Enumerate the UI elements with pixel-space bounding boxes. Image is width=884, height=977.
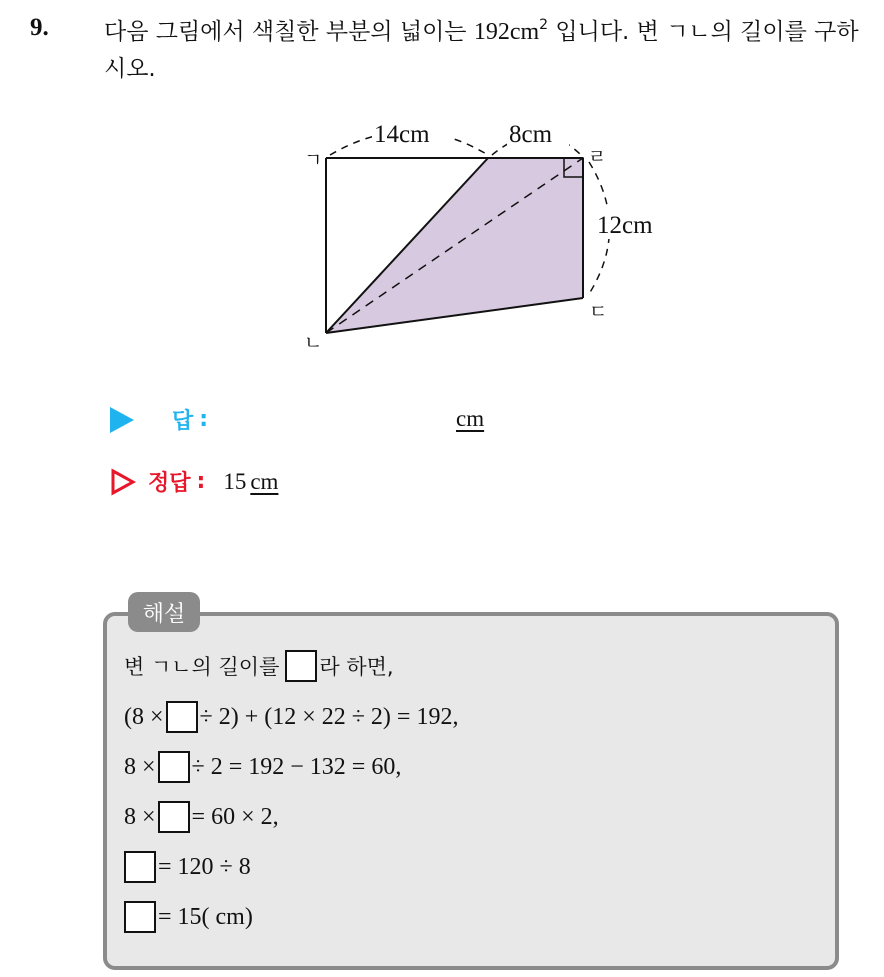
answer-row — [110, 404, 208, 435]
solution-tab: 해설 — [128, 592, 200, 632]
solution-line-5-b: = 120 ÷ 8 — [158, 853, 251, 880]
vertex-label-c: ㄷ — [589, 301, 608, 323]
blank-box — [285, 650, 317, 682]
vertex-label-a: ㄱ — [304, 149, 323, 171]
correct-answer-label: 정답 — [148, 471, 191, 496]
answer-label: 답 — [172, 409, 194, 434]
answer-blank-unit[interactable]: cm — [456, 406, 485, 431]
correct-answer-row — [110, 466, 278, 497]
solution-line-3-b: ÷ 2 = 192 − 132 = 60, — [191, 753, 402, 780]
question-text-part2: 입니다. 변 ㄱㄴ의 길이를 구하시오. — [104, 19, 859, 82]
label-8cm: 8cm — [509, 121, 553, 148]
correct-answer-colon: : — [196, 469, 206, 494]
outline-triangle-icon — [110, 468, 136, 496]
solution-line-4 — [124, 801, 279, 833]
solution-line-4-b: = 60 × 2, — [191, 803, 279, 830]
question-number: 9. — [30, 14, 49, 41]
solution-line-4-a: 8 × — [124, 803, 156, 830]
solution-line-6-b: = 15( cm) — [158, 903, 253, 930]
solution-line-3-a: 8 × — [124, 753, 156, 780]
label-12cm: 12cm — [597, 212, 653, 239]
blank-box — [124, 851, 156, 883]
blank-box — [158, 751, 190, 783]
solution-line-1 — [124, 650, 394, 682]
label-14cm: 14cm — [374, 121, 430, 148]
question-text-part1: 다음 그림에서 색칠한 부분의 넓이는 — [104, 19, 474, 45]
answer-colon: : — [199, 407, 209, 432]
solution-line-6 — [124, 901, 253, 933]
vertex-label-d: ㄹ — [588, 146, 607, 168]
solution-line-3 — [124, 751, 401, 783]
area-exponent: 2 — [539, 17, 549, 33]
correct-answer-value: 15 — [223, 468, 247, 494]
area-value: 192cm — [473, 19, 540, 45]
solution-line-2-a: (8 × — [124, 703, 164, 730]
blank-box — [166, 701, 198, 733]
play-triangle-icon — [110, 407, 134, 433]
solution-line-2 — [124, 701, 458, 733]
solution-line-1-b: 라 하면, — [319, 655, 394, 679]
correct-answer-unit: cm — [250, 468, 279, 494]
solution-line-2-b: ÷ 2) + (12 × 22 ÷ 2) = 192, — [199, 703, 459, 730]
blank-box — [124, 901, 156, 933]
solution-line-1-a: 변 ㄱㄴ의 길이를 — [124, 655, 280, 679]
vertex-label-b: ㄴ — [304, 332, 323, 354]
blank-box — [158, 801, 190, 833]
solution-line-5 — [124, 851, 251, 883]
